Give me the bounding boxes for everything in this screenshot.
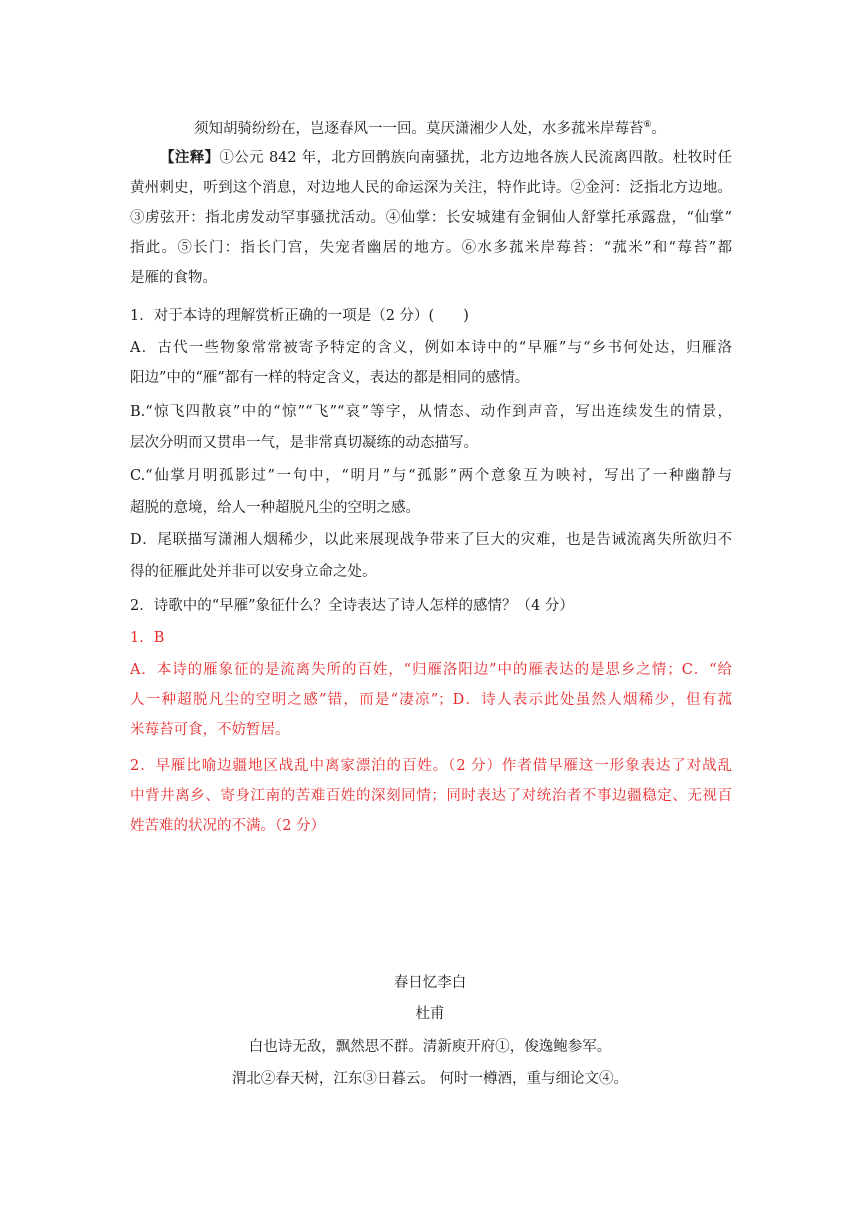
option-c-line-1: C.“仙掌月明孤影过”一句中，“明月”与“孤影”两个意象互为映衬，写出了一种幽静与 <box>130 468 732 484</box>
answer-2-line-1: 2．早雁比喻边疆地区战乱中离家漂泊的百姓。（2 分）作者借早雁这一形象表达了对战乱 <box>130 758 732 774</box>
option-d-line-1: D．尾联描写潇湘人烟稀少，以此来展现战争带来了巨大的灾难，也是告诫流离失所欲归不 <box>130 532 732 548</box>
notes-line-5: 是雁的食物。 <box>130 270 217 286</box>
note-mark: ⑥ <box>643 120 652 130</box>
answer-1: 1．B <box>130 630 165 646</box>
question-2: 2．诗歌中的“早雁”象征什么？全诗表达了诗人怎样的感情？（4 分） <box>130 598 574 614</box>
answer-1-explain-line-3: 米莓苔可食，不妨暂居。 <box>130 722 290 738</box>
answer-2-line-3: 姓苦难的状况的不满。（2 分） <box>130 818 326 834</box>
notes-label: 【注释】 <box>160 149 220 166</box>
poem2-line-2: 渭北②春天树，江东③日暮云。 何时一樽酒，重与细论文④。 <box>231 1071 629 1087</box>
notes-line-1: 【注释】①公元 842 年，北方回鹘族向南骚扰，北方边地各族人民流离四散。杜牧时任 <box>160 149 732 166</box>
poem1-last-line: 须知胡骑纷纷在，岂逐春风一一回。莫厌潇湘少人处，水多菰米岸莓苔⑥。 <box>193 120 667 137</box>
option-d-line-2: 得的征雁此处并非可以安身立命之处。 <box>130 564 377 580</box>
answer-1-explain-line-1: A．本诗的雁象征的是流离失所的百姓，“归雁洛阳边”中的雁表达的是思乡之情；C．“给 <box>130 662 732 678</box>
answer-1-explain-line-2: 人一种超脱凡尘的空明之感”错，而是“凄凉”；D．诗人表示此处虽然人烟稀少，但有菰 <box>130 692 732 708</box>
option-b-line-2: 层次分明而又贯串一气，是非常真切凝练的动态描写。 <box>130 435 478 451</box>
notes-line-3: ③虏弦开：指北虏发动罕事骚扰活动。④仙掌：长安城建有金铜仙人舒掌托承露盘，“仙掌” <box>130 210 732 226</box>
poem2-title: 春日忆李白 <box>393 975 467 991</box>
option-c-line-2: 超脱的意境，给人一种超脱凡尘的空明之感。 <box>130 500 420 516</box>
option-b-line-1: B.“惊飞四散哀”中的“惊”“飞”“哀”等字，从情态、动作到声音，写出连续发生的情景， <box>130 404 732 420</box>
poem2-line-1: 白也诗无敌，飘然思不群。清新庾开府①，俊逸鲍参军。 <box>248 1039 612 1055</box>
notes-line-2: 黄州刺史，听到这个消息，对边地人民的命运深为关注，特作此诗。②金河：泛指北方边地。 <box>130 180 732 196</box>
option-a-line-2: 阳边”中的“雁”都有一样的特定含义，表达的都是相同的感情。 <box>130 370 530 386</box>
notes-line-4: 指此。⑤长门：指长门宫，失宠者幽居的地方。⑥水多菰米岸莓苔：“菰米”和“莓苔”都 <box>130 240 732 256</box>
question-1: 1．对于本诗的理解赏析正确的一项是（2 分）( ) <box>130 308 469 324</box>
option-a-line-1: A．古代一些物象常常被寄予特定的含义，例如本诗中的“早雁”与“乡书何处达，归雁洛 <box>130 340 732 356</box>
poem2-author: 杜甫 <box>415 1006 445 1022</box>
answer-2-line-2: 中背井离乡、寄身江南的苦难百姓的深刻同情；同时表达了对统治者不事边疆稳定、无视百 <box>130 788 732 804</box>
